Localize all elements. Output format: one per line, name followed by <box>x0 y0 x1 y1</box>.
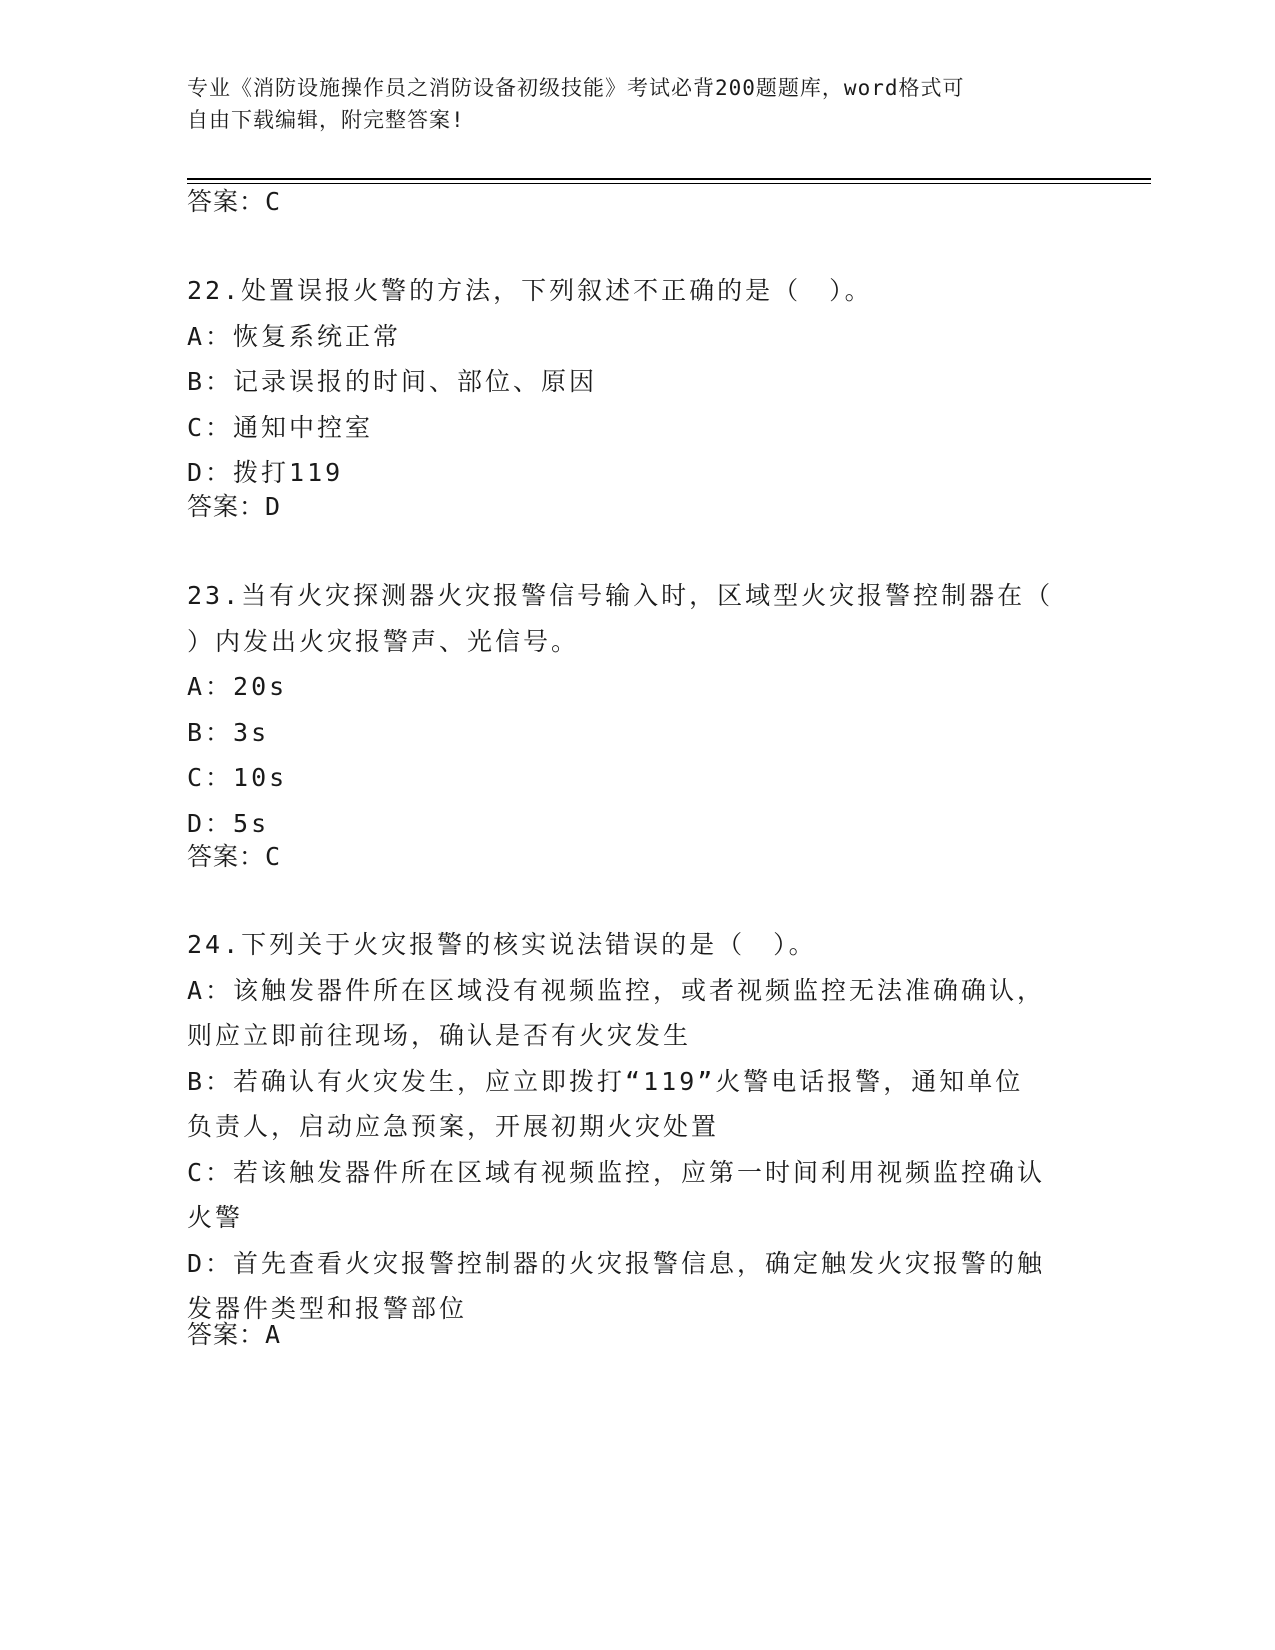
header-line-1: 专业《消防设施操作员之消防设备初级技能》考试必背200题题库，word格式可 <box>187 76 965 100</box>
question-22 <box>187 268 1077 496</box>
option-b-line-1: B：若确认有火灾发生，应立即拨打“119”火警电话报警，通知单位 <box>187 1066 1024 1096</box>
answer-value: C <box>265 187 282 216</box>
option-c-line-2: 火警 <box>187 1203 244 1232</box>
question-stem: 22.处置误报火警的方法，下列叙述不正确的是（ ）。 <box>187 276 873 305</box>
option-d: D：5s <box>187 808 270 838</box>
answer-label: 答案： <box>187 492 266 521</box>
option-d-line-1: D：首先查看火灾报警控制器的火灾报警信息，确定触发火灾报警的触 <box>187 1248 1046 1278</box>
option-c: C：10s <box>187 763 288 792</box>
option-c-line-1: C：若该触发器件所在区域有视频监控，应第一时间利用视频监控确认 <box>187 1157 1046 1187</box>
option-b-line-2: 负责人，启动应急预案，开展初期火灾处置 <box>187 1112 720 1141</box>
question-24 <box>187 922 1077 1332</box>
question-stem-line-2: ）内发出火灾报警声、光信号。 <box>187 626 580 656</box>
answer-top <box>187 180 281 224</box>
option-a: A：恢复系统正常 <box>187 321 402 351</box>
option-b: B：3s <box>187 717 270 747</box>
answer-value: A <box>265 1320 282 1349</box>
header-rule-thick <box>187 178 1151 180</box>
question-23 <box>187 573 1077 846</box>
option-b: B：记录误报的时间、部位、原因 <box>187 367 598 396</box>
option-a: A：20s <box>187 672 288 701</box>
header-line-2: 自由下载编辑，附完整答案! <box>187 108 465 132</box>
option-a-line-2: 则应立即前往现场，确认是否有火灾发生 <box>187 1021 692 1050</box>
header-rule-thin <box>187 183 1151 184</box>
answer-value: D <box>265 492 282 521</box>
answer-22 <box>187 485 281 529</box>
answer-label: 答案： <box>187 187 266 216</box>
answer-23 <box>187 835 281 879</box>
answer-label: 答案： <box>187 842 266 871</box>
answer-label: 答案： <box>187 1320 266 1349</box>
option-d-line-2: 发器件类型和报警部位 <box>187 1294 468 1323</box>
option-d: D：拨打119 <box>187 458 344 487</box>
question-stem-line-1: 23.当有火灾探测器火灾报警信号输入时，区域型火灾报警控制器在（ <box>187 581 1054 610</box>
answer-value: C <box>265 842 282 871</box>
answer-24 <box>187 1313 281 1357</box>
question-stem: 24.下列关于火灾报警的核实说法错误的是（ ）。 <box>187 930 817 959</box>
option-c: C：通知中控室 <box>187 412 374 442</box>
option-a-line-1: A：该触发器件所在区域没有视频监控，或者视频监控无法准确确认， <box>187 975 1046 1005</box>
document-header <box>187 72 1067 136</box>
